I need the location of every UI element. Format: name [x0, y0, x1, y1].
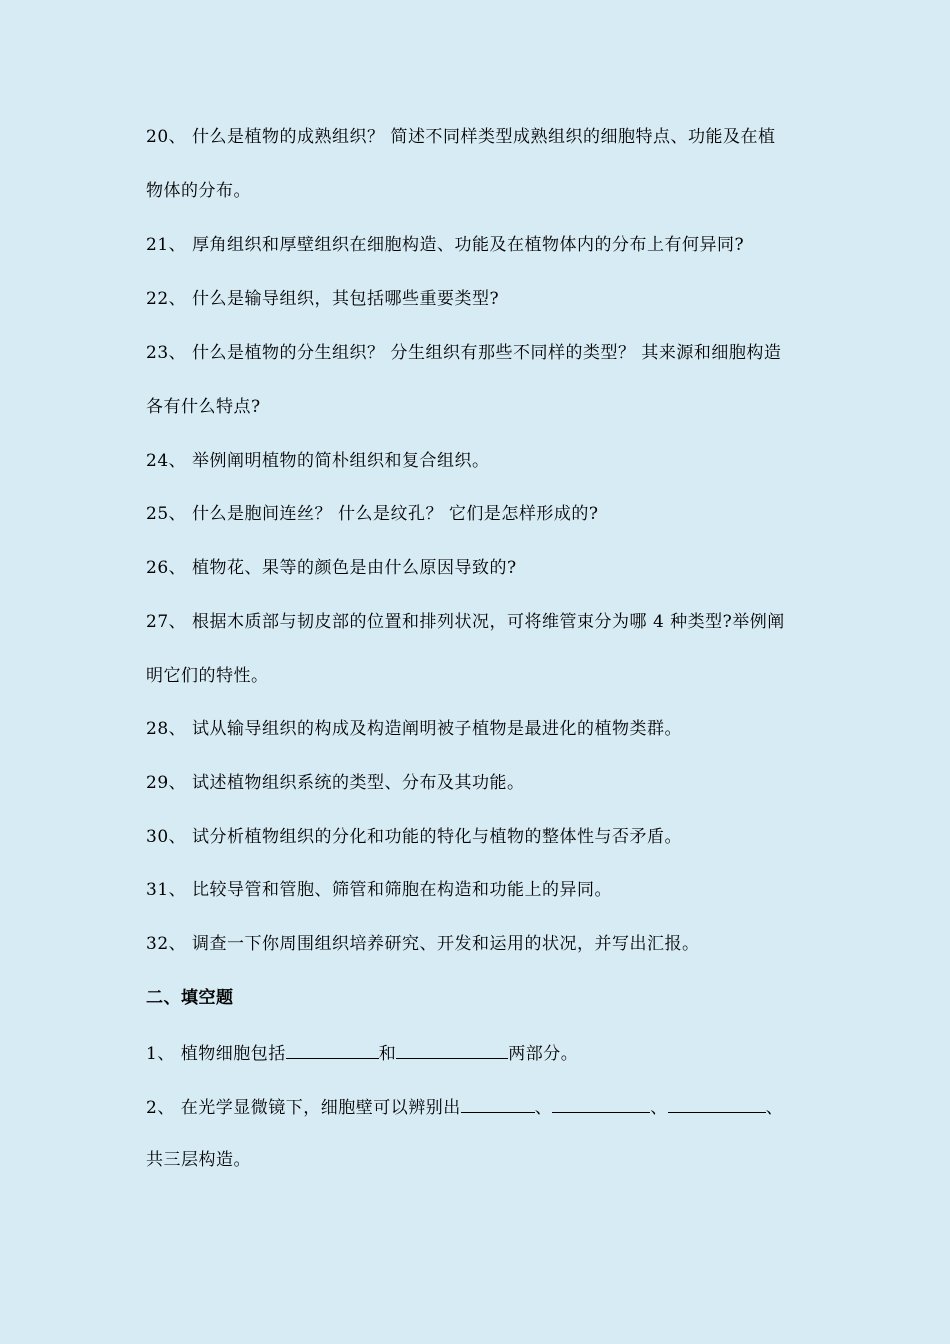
- fill-question-2-line-1: [146, 1094, 836, 1120]
- question-24: 24、 举例阐明植物的简朴组织和复合组织。: [146, 451, 490, 471]
- question-31: 31、 比较导管和管胞、筛管和筛胞在构造和功能上的异同。: [146, 880, 613, 900]
- fill-2-sep-3: 、: [765, 1098, 784, 1118]
- question-23-line-1: 23、 什么是植物的分生组织？ 分生组织有那些不同样的类型？ 其来源和细胞构造: [146, 343, 782, 363]
- fill-1-blank-1: [286, 1040, 379, 1059]
- question-20-line-1: 20、 什么是植物的成熟组织？ 简述不同样类型成熟组织的细胞特点、功能及在植: [146, 127, 776, 147]
- question-30: 30、 试分析植物组织的分化和功能的特化与植物的整体性与否矛盾。: [146, 827, 683, 847]
- fill-2-sep-2: 、: [650, 1098, 668, 1118]
- fill-2-prefix: 2、 在光学显微镜下，细胞壁可以辨别出: [146, 1098, 461, 1118]
- question-22: 22、 什么是输导组织，其包括哪些重要类型?: [146, 289, 500, 309]
- fill-question-1: [146, 1040, 836, 1066]
- fill-2-blank-2: [552, 1094, 650, 1113]
- question-27-line-2: 明它们的特性。: [146, 666, 269, 686]
- question-26: 26、 植物花、果等的颜色是由什么原因导致的?: [146, 558, 517, 578]
- question-25: 25、 什么是胞间连丝？ 什么是纹孔？ 它们是怎样形成的?: [146, 504, 599, 524]
- question-20-line-2: 物体的分布。: [146, 181, 251, 201]
- question-27-line-1: 27、 根据木质部与韧皮部的位置和排列状况，可将维管束分为哪 4 种类型?举例阐: [146, 612, 785, 632]
- section-heading-fill-in: 二、填空题: [146, 988, 234, 1008]
- question-23-line-2: 各有什么特点?: [146, 397, 261, 417]
- fill-2-blank-1: [461, 1094, 535, 1113]
- fill-2-sep-1: 、: [534, 1098, 553, 1118]
- fill-1-blank-2: [396, 1040, 508, 1059]
- fill-1-mid: 和: [378, 1044, 397, 1064]
- fill-2-blank-3: [668, 1094, 766, 1113]
- question-29: 29、 试述植物组织系统的类型、分布及其功能。: [146, 773, 525, 793]
- question-21: 21、 厚角组织和厚壁组织在细胞构造、功能及在植物体内的分布上有何异同?: [146, 235, 745, 255]
- question-28: 28、 试从输导组织的构成及构造阐明被子植物是最进化的植物类群。: [146, 719, 683, 739]
- question-32: 32、 调查一下你周围组织培养研究、开发和运用的状况，并写出汇报。: [146, 934, 700, 954]
- fill-1-prefix: 1、 植物细胞包括: [146, 1044, 286, 1064]
- fill-question-2-line-2: 共三层构造。: [146, 1150, 251, 1170]
- fill-1-suffix: 两部分。: [508, 1044, 579, 1064]
